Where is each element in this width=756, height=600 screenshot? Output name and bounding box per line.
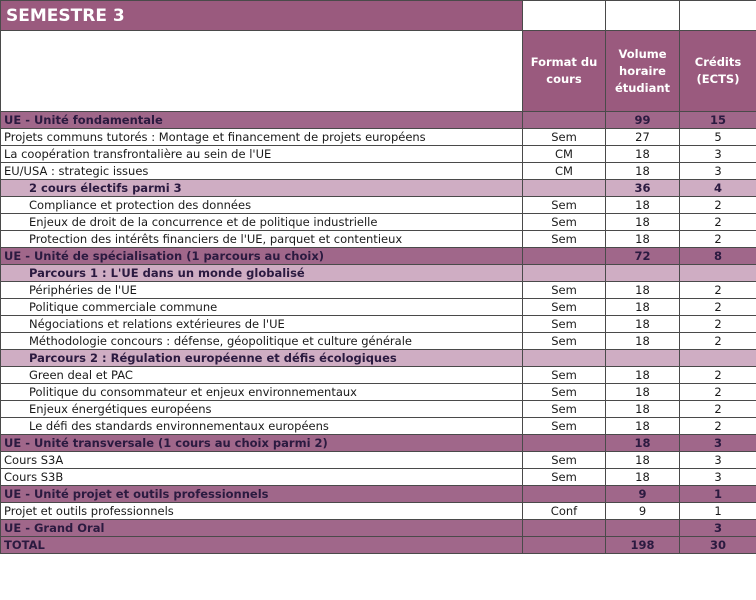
row-volume: 18	[606, 146, 680, 163]
header-row	[1, 31, 756, 112]
row-format	[523, 350, 606, 367]
row-format: Sem	[523, 197, 606, 214]
row-credits: 3	[680, 469, 756, 486]
row-volume: 27	[606, 129, 680, 146]
row-format: Sem	[523, 129, 606, 146]
row-format: Sem	[523, 214, 606, 231]
row-credits: 2	[680, 214, 756, 231]
row-format	[523, 180, 606, 197]
course-row	[1, 129, 756, 146]
header-format: Format du cours	[523, 31, 606, 112]
row-credits: 3	[680, 163, 756, 180]
row-credits: 1	[680, 503, 756, 520]
row-volume: 18	[606, 214, 680, 231]
row-volume: 18	[606, 299, 680, 316]
row-label: La coopération transfrontalière au sein de l'UE	[1, 146, 523, 163]
row-credits: 2	[680, 231, 756, 248]
row-label: Cours S3A	[1, 452, 523, 469]
header-credits: Crédits (ECTS)	[680, 31, 756, 112]
row-format: Sem	[523, 299, 606, 316]
row-format: CM	[523, 146, 606, 163]
row-credits: 2	[680, 418, 756, 435]
ue-row	[1, 248, 756, 265]
row-credits: 1	[680, 486, 756, 503]
row-label: Cours S3B	[1, 469, 523, 486]
ue-row	[1, 537, 756, 554]
group-row	[1, 265, 756, 282]
row-label: Green deal et PAC	[1, 367, 523, 384]
row-credits: 2	[680, 197, 756, 214]
row-volume: 18	[606, 418, 680, 435]
row-credits: 3	[680, 146, 756, 163]
course-row	[1, 384, 756, 401]
row-volume: 18	[606, 469, 680, 486]
row-label: Projet et outils professionnels	[1, 503, 523, 520]
row-volume	[606, 350, 680, 367]
row-label: Compliance et protection des données	[1, 197, 523, 214]
title-blank-cell	[523, 1, 606, 31]
row-label: Négociations et relations extérieures de l'UE	[1, 316, 523, 333]
header-volume: Volume horaire étudiant	[606, 31, 680, 112]
course-row	[1, 316, 756, 333]
row-format: Sem	[523, 384, 606, 401]
row-format: Sem	[523, 452, 606, 469]
course-row	[1, 197, 756, 214]
row-format: Sem	[523, 401, 606, 418]
row-credits: 3	[680, 520, 756, 537]
row-label: Périphéries de l'UE	[1, 282, 523, 299]
course-row	[1, 469, 756, 486]
course-row	[1, 146, 756, 163]
row-volume: 18	[606, 163, 680, 180]
row-credits: 30	[680, 537, 756, 554]
row-volume: 18	[606, 197, 680, 214]
row-label: UE - Unité projet et outils professionnels	[1, 486, 523, 503]
title-blank-cell	[680, 1, 756, 31]
course-row	[1, 401, 756, 418]
row-credits: 15	[680, 112, 756, 129]
row-volume: 18	[606, 384, 680, 401]
row-label: UE - Unité fondamentale	[1, 112, 523, 129]
row-label: Le défi des standards environnementaux européens	[1, 418, 523, 435]
row-label: Parcours 1 : L'UE dans un monde globalisé	[1, 265, 523, 282]
title-blank-cell	[606, 1, 680, 31]
row-format	[523, 265, 606, 282]
row-label: Parcours 2 : Régulation européenne et défis écologiques	[1, 350, 523, 367]
ue-row	[1, 435, 756, 452]
header-blank-cell	[1, 31, 523, 112]
row-volume: 18	[606, 401, 680, 418]
row-credits: 5	[680, 129, 756, 146]
row-label: TOTAL	[1, 537, 523, 554]
row-label: Protection des intérêts financiers de l'UE, parquet et contentieux	[1, 231, 523, 248]
row-format	[523, 435, 606, 452]
title-row	[1, 1, 756, 31]
row-credits	[680, 265, 756, 282]
row-volume: 18	[606, 316, 680, 333]
group-row	[1, 350, 756, 367]
row-volume: 18	[606, 435, 680, 452]
row-format	[523, 520, 606, 537]
course-row	[1, 214, 756, 231]
row-credits	[680, 350, 756, 367]
row-volume	[606, 265, 680, 282]
row-format	[523, 486, 606, 503]
row-credits: 4	[680, 180, 756, 197]
course-row	[1, 163, 756, 180]
row-credits: 2	[680, 367, 756, 384]
row-label: Politique commerciale commune	[1, 299, 523, 316]
row-volume: 72	[606, 248, 680, 265]
row-format: Sem	[523, 469, 606, 486]
row-credits: 3	[680, 435, 756, 452]
row-format: Sem	[523, 418, 606, 435]
row-volume: 198	[606, 537, 680, 554]
row-volume: 18	[606, 282, 680, 299]
row-credits: 2	[680, 282, 756, 299]
course-row	[1, 282, 756, 299]
course-row	[1, 418, 756, 435]
row-volume: 9	[606, 486, 680, 503]
row-label: Projets communs tutorés : Montage et financement de projets européens	[1, 129, 523, 146]
row-format: Conf	[523, 503, 606, 520]
course-row	[1, 452, 756, 469]
row-format	[523, 112, 606, 129]
semester-title: SEMESTRE 3	[1, 1, 523, 31]
row-credits: 2	[680, 384, 756, 401]
row-format	[523, 248, 606, 265]
group-row	[1, 180, 756, 197]
row-format: Sem	[523, 282, 606, 299]
row-volume	[606, 520, 680, 537]
ue-row	[1, 112, 756, 129]
row-label: Enjeux énergétiques européens	[1, 401, 523, 418]
ue-row	[1, 520, 756, 537]
row-format: Sem	[523, 333, 606, 350]
row-format: CM	[523, 163, 606, 180]
row-format: Sem	[523, 231, 606, 248]
row-label: EU/USA : strategic issues	[1, 163, 523, 180]
course-row	[1, 503, 756, 520]
row-credits: 2	[680, 299, 756, 316]
course-row	[1, 333, 756, 350]
row-label: UE - Unité transversale (1 cours au choix parmi 2)	[1, 435, 523, 452]
row-credits: 2	[680, 333, 756, 350]
row-volume: 36	[606, 180, 680, 197]
row-credits: 8	[680, 248, 756, 265]
course-row	[1, 367, 756, 384]
ue-row	[1, 486, 756, 503]
row-volume: 18	[606, 333, 680, 350]
row-label: Méthodologie concours : défense, géopolitique et culture générale	[1, 333, 523, 350]
row-label: UE - Unité de spécialisation (1 parcours au choix)	[1, 248, 523, 265]
row-format: Sem	[523, 316, 606, 333]
row-volume: 18	[606, 231, 680, 248]
row-volume: 9	[606, 503, 680, 520]
row-volume: 18	[606, 452, 680, 469]
row-label: UE - Grand Oral	[1, 520, 523, 537]
row-label: Enjeux de droit de la concurrence et de politique industrielle	[1, 214, 523, 231]
row-label: 2 cours électifs parmi 3	[1, 180, 523, 197]
row-volume: 18	[606, 367, 680, 384]
row-format	[523, 537, 606, 554]
row-label: Politique du consommateur et enjeux environnementaux	[1, 384, 523, 401]
row-format: Sem	[523, 367, 606, 384]
row-credits: 2	[680, 401, 756, 418]
course-row	[1, 299, 756, 316]
row-volume: 99	[606, 112, 680, 129]
row-credits: 2	[680, 316, 756, 333]
row-credits: 3	[680, 452, 756, 469]
course-row	[1, 231, 756, 248]
